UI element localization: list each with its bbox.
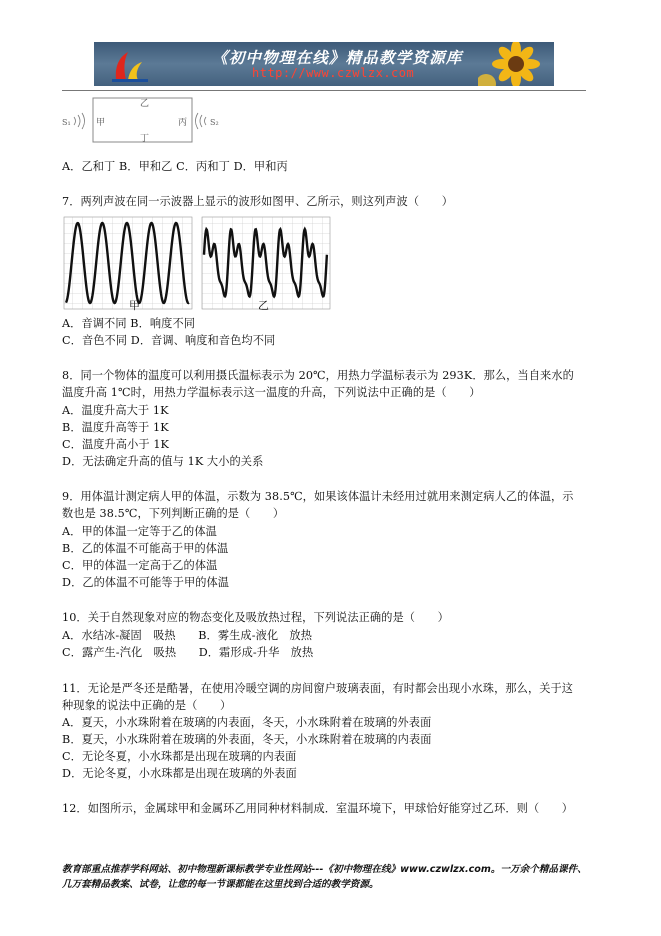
label-top: 乙 bbox=[140, 99, 150, 109]
figure-caption-b: 乙 bbox=[258, 299, 269, 312]
q8-option-b: B．温度升高等于 1K bbox=[62, 421, 169, 434]
q8-stem-line2: 温度升高 1℃时，用热力学温标表示这一温度的升高，下列说法中正确的是（ ） bbox=[62, 386, 481, 399]
header-title: 《初中物理在线》精品教学资源库 bbox=[212, 48, 463, 67]
label-s2: S₂ bbox=[210, 118, 219, 127]
q9-option-c: C．甲的体温一定高于乙的体温 bbox=[62, 559, 218, 572]
q11-option-d: D．无论冬夏，小水珠都是出现在玻璃的外表面 bbox=[62, 767, 297, 780]
q12-stem: 12．如图所示，金属球甲和金属环乙用同种材料制成．室温环境下，甲球恰好能穿过乙环．则（ ） bbox=[62, 802, 574, 815]
q11-option-c: C．无论冬夏，小水珠都是出现在玻璃的内表面 bbox=[62, 750, 297, 763]
footer-line1: 教育部重点推荐学科网站、初中物理新课标教学专业性网站---《初中物理在线》www.czwlzx.com。一万余个精品课件、 bbox=[62, 864, 587, 875]
q8-option-c: C．温度升高小于 1K bbox=[62, 438, 170, 451]
q11-stem-line2: 种现象的说法中正确的是（ ） bbox=[62, 699, 232, 712]
q8-option-a: A．温度升高大于 1K bbox=[62, 404, 169, 417]
q10-stem: 10．关于自然现象对应的物态变化及吸放热过程，下列说法正确的是（ ） bbox=[62, 611, 449, 624]
q7-options-ab: A．音调不同 B．响度不同 bbox=[62, 317, 196, 330]
page-footer bbox=[62, 862, 607, 892]
q9-option-b: B．乙的体温不可能高于甲的体温 bbox=[62, 542, 229, 555]
q6-options: A．乙和丁 B．甲和乙 C．丙和丁 D．甲和丙 bbox=[62, 160, 288, 173]
logo-icon bbox=[108, 46, 154, 84]
q9-option-a: A．甲的体温一定等于乙的体温 bbox=[62, 525, 217, 538]
footer-line2: 几万套精品教案、试卷，让您的每一节课都能在这里找到合适的教学资源。 bbox=[62, 879, 379, 890]
q9-option-d: D．乙的体温不可能等于甲的体温 bbox=[62, 576, 230, 589]
sound-wave-right-icon bbox=[196, 113, 207, 129]
q8-option-d: D．无法确定升高的值与 1K 大小的关系 bbox=[62, 455, 264, 468]
figure-caption-a: 甲 bbox=[129, 299, 140, 312]
q9-stem-line1: 9．用体温计测定病人甲的体温，示数为 38.5℃，如果该体温计未经用过就用来测定病人乙的体温，示 bbox=[62, 490, 574, 503]
header-url[interactable]: http://www.czwlzx.com bbox=[252, 66, 415, 80]
label-bottom: 丁 bbox=[140, 134, 150, 144]
q11-stem-line1: 11．无论是严冬还是酷暑，在使用冷暖空调的房间窗户玻璃表面，有时都会出现小水珠，那么，关于这 bbox=[62, 682, 574, 695]
q7-stem: 7．两列声波在同一示波器上显示的波形如图甲、乙所示，则这列声波（ ） bbox=[62, 195, 453, 208]
q10-options-cd: C．露产生-汽化 吸热 D．霜形成-升华 放热 bbox=[62, 646, 314, 659]
label-right: 丙 bbox=[178, 118, 188, 128]
q7-options-cd: C．音色不同 D．音调、响度和音色均不同 bbox=[62, 334, 276, 347]
label-s1: S₁ bbox=[62, 118, 71, 127]
q10-options-ab: A．水结冰-凝固 吸热 B．雾生成-液化 放热 bbox=[62, 629, 313, 642]
sound-wave-left-icon bbox=[74, 113, 85, 129]
circuit-figure bbox=[60, 95, 230, 151]
header-divider bbox=[62, 90, 586, 91]
q8-stem-line1: 8．同一个物体的温度可以利用摄氏温标表示为 20℃，用热力学温标表示为 293K．那么，当自来水的 bbox=[62, 369, 574, 382]
sunflower-icon bbox=[478, 42, 548, 86]
q11-option-b: B．夏天，小水珠附着在玻璃的外表面，冬天，小水珠附着在玻璃的内表面 bbox=[62, 733, 432, 746]
q11-option-a: A．夏天，小水珠附着在玻璃的内表面，冬天，小水珠附着在玻璃的外表面 bbox=[62, 716, 432, 729]
label-left: 甲 bbox=[96, 118, 106, 128]
header-banner bbox=[94, 42, 554, 86]
q9-stem-line2: 数也是 38.5℃，下列判断正确的是（ ） bbox=[62, 507, 285, 520]
waveform-figure bbox=[62, 213, 334, 313]
